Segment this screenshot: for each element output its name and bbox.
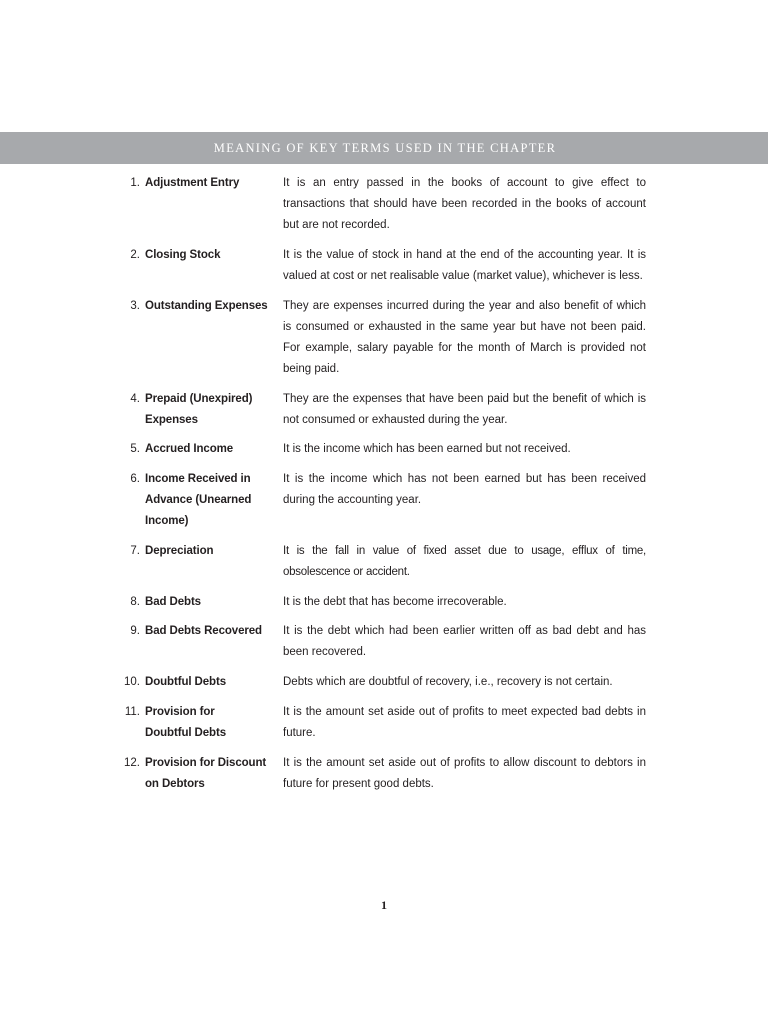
term-item bbox=[112, 702, 652, 744]
term-name: Outstanding Expenses bbox=[145, 300, 268, 312]
term-definition: It is an entry passed in the books of account to give effect to transactions that should have been recorded in the books of account but are not recorded. bbox=[283, 177, 646, 231]
term-item bbox=[112, 541, 652, 583]
term-number: 4. bbox=[130, 393, 140, 405]
term-name: Adjustment Entry bbox=[145, 177, 240, 189]
term-name: Prepaid (Unexpired) Expenses bbox=[145, 393, 253, 426]
term-name: Provision for Discount on Debtors bbox=[145, 757, 267, 790]
term-item bbox=[112, 592, 652, 613]
term-name: Depreciation bbox=[145, 545, 214, 557]
term-definition: It is the amount set aside out of profits to meet expected bad debts in future. bbox=[283, 706, 646, 739]
term-number: 1. bbox=[130, 177, 140, 189]
term-definition: It is the value of stock in hand at the end of the accounting year. It is valued at cost or net realisable value (market value), whichever is less. bbox=[283, 249, 646, 282]
term-definition: They are expenses incurred during the year and also benefit of which is consumed or exhausted in the same year but have not been paid. For example, salary payable for the month of March is provided not being paid. bbox=[283, 300, 646, 375]
term-number: 8. bbox=[130, 596, 140, 608]
page-number: 1 bbox=[381, 898, 387, 912]
term-item bbox=[112, 439, 652, 460]
term-item bbox=[112, 672, 652, 693]
term-definition: They are the expenses that have been paid but the benefit of which is not consumed or exhausted during the year. bbox=[283, 393, 646, 426]
term-number: 10. bbox=[124, 676, 140, 688]
term-item bbox=[112, 469, 652, 532]
term-name: Closing Stock bbox=[145, 249, 221, 261]
term-item bbox=[112, 389, 652, 431]
section-title: MEANING OF KEY TERMS USED IN THE CHAPTER bbox=[213, 140, 557, 155]
term-item bbox=[112, 296, 652, 380]
term-name: Bad Debts bbox=[145, 596, 201, 608]
term-number: 3. bbox=[130, 300, 140, 312]
term-number: 11. bbox=[124, 706, 140, 718]
term-name: Doubtful Debts bbox=[145, 676, 227, 688]
term-number: 12. bbox=[124, 757, 140, 769]
term-name: Accrued Income bbox=[145, 443, 234, 455]
term-item bbox=[112, 621, 652, 663]
term-name: Provision for Doubtful Debts bbox=[145, 706, 227, 739]
term-item bbox=[112, 753, 652, 795]
term-name: Income Received in Advance (Unearned Income) bbox=[145, 473, 252, 527]
term-definition: It is the fall in value of fixed asset due to usage, efflux of time, obsolescence or accident. bbox=[283, 545, 646, 578]
term-number: 9. bbox=[130, 625, 140, 637]
term-definition: It is the amount set aside out of profits to allow discount to debtors in future for present good debts. bbox=[283, 757, 646, 790]
term-definition: It is the debt which had been earlier written off as bad debt and has been recovered. bbox=[283, 625, 646, 658]
term-definition: Debts which are doubtful of recovery, i.e., recovery is not certain. bbox=[283, 676, 613, 688]
term-number: 2. bbox=[130, 249, 140, 261]
term-number: 5. bbox=[130, 443, 140, 455]
section-banner bbox=[0, 132, 768, 164]
term-name: Bad Debts Recovered bbox=[145, 625, 262, 637]
term-number: 6. bbox=[130, 473, 140, 485]
term-definition: It is the income which has been earned but not received. bbox=[283, 443, 571, 455]
term-number: 7. bbox=[130, 545, 140, 557]
term-item bbox=[112, 173, 652, 236]
term-definition: It is the income which has not been earned but has been received during the accounting year. bbox=[283, 473, 646, 506]
key-terms-list bbox=[112, 173, 652, 795]
term-definition: It is the debt that has become irrecoverable. bbox=[283, 596, 507, 608]
term-item bbox=[112, 245, 652, 287]
